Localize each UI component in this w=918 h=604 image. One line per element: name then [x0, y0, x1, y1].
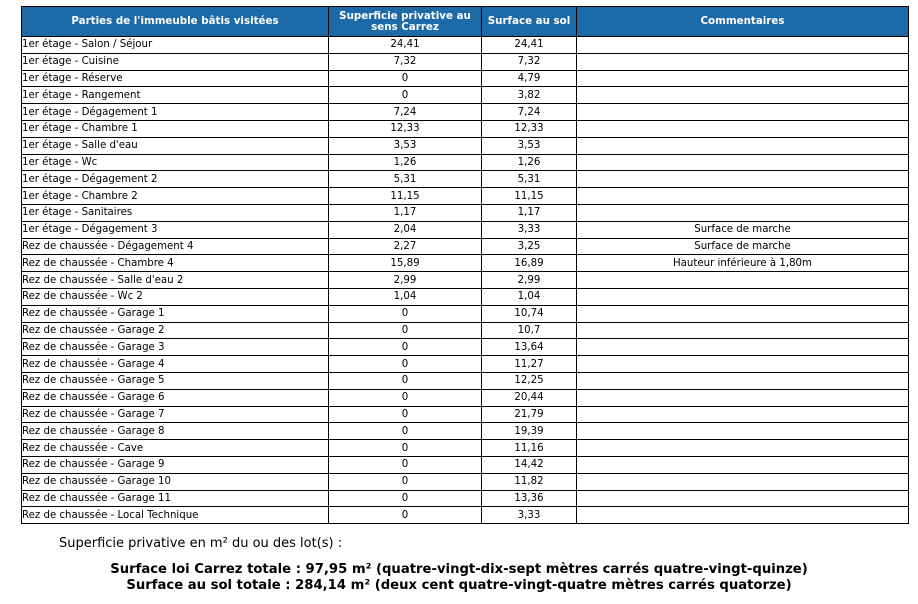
cell-sol: 21,79	[482, 406, 577, 423]
cell-sol: 16,89	[482, 255, 577, 272]
cell-comment	[577, 490, 909, 507]
cell-carrez: 2,27	[329, 238, 482, 255]
cell-carrez: 0	[329, 507, 482, 524]
cell-part: Rez de chaussée - Wc 2	[22, 288, 329, 305]
cell-sol: 3,33	[482, 507, 577, 524]
cell-part: Rez de chaussée - Garage 8	[22, 423, 329, 440]
cell-comment: Hauteur inférieure à 1,80m	[577, 255, 909, 272]
table-row	[22, 87, 909, 104]
cell-part: 1er étage - Chambre 2	[22, 188, 329, 205]
cell-carrez: 5,31	[329, 171, 482, 188]
table-row	[22, 322, 909, 339]
cell-sol: 10,74	[482, 305, 577, 322]
table-row	[22, 356, 909, 373]
cell-comment	[577, 389, 909, 406]
table-row	[22, 171, 909, 188]
table-row	[22, 423, 909, 440]
cell-comment	[577, 288, 909, 305]
cell-carrez: 0	[329, 423, 482, 440]
cell-part: Rez de chaussée - Garage 1	[22, 305, 329, 322]
table-row	[22, 255, 909, 272]
cell-comment: Surface de marche	[577, 221, 909, 238]
table-row	[22, 53, 909, 70]
cell-carrez: 0	[329, 322, 482, 339]
cell-sol: 5,31	[482, 171, 577, 188]
summary-intro: Superficie privative en m² du ou des lot(s) :	[59, 536, 343, 551]
cell-part: Rez de chaussée - Garage 4	[22, 356, 329, 373]
cell-carrez: 1,26	[329, 154, 482, 171]
cell-sol: 1,26	[482, 154, 577, 171]
table-row	[22, 440, 909, 457]
table-row	[22, 288, 909, 305]
table-row	[22, 238, 909, 255]
table-header-row	[22, 7, 909, 37]
table-row	[22, 372, 909, 389]
cell-sol: 12,25	[482, 372, 577, 389]
cell-part: 1er étage - Wc	[22, 154, 329, 171]
cell-comment	[577, 473, 909, 490]
cell-part: Rez de chaussée - Garage 9	[22, 456, 329, 473]
cell-comment	[577, 322, 909, 339]
cell-carrez: 2,04	[329, 221, 482, 238]
table-row	[22, 389, 909, 406]
cell-sol: 10,7	[482, 322, 577, 339]
sol-total: Surface au sol totale : 284,14 m² (deux cent quatre-vingt-quatre mètres carrés quatorze)	[126, 578, 792, 593]
cell-sol: 12,33	[482, 120, 577, 137]
cell-part: 1er étage - Salle d'eau	[22, 137, 329, 154]
table-row	[22, 204, 909, 221]
cell-carrez: 24,41	[329, 37, 482, 54]
table-row	[22, 221, 909, 238]
cell-part: Rez de chaussée - Salle d'eau 2	[22, 272, 329, 289]
cell-comment	[577, 87, 909, 104]
cell-part: 1er étage - Rangement	[22, 87, 329, 104]
cell-part: 1er étage - Salon / Séjour	[22, 37, 329, 54]
cell-comment	[577, 456, 909, 473]
cell-part: 1er étage - Réserve	[22, 70, 329, 87]
cell-part: Rez de chaussée - Cave	[22, 440, 329, 457]
cell-comment	[577, 272, 909, 289]
table-row	[22, 339, 909, 356]
cell-comment	[577, 53, 909, 70]
table-body	[22, 37, 909, 524]
cell-comment	[577, 154, 909, 171]
cell-comment	[577, 356, 909, 373]
cell-carrez: 11,15	[329, 188, 482, 205]
cell-comment	[577, 37, 909, 54]
cell-part: Rez de chaussée - Garage 10	[22, 473, 329, 490]
cell-carrez: 0	[329, 356, 482, 373]
cell-carrez: 3,53	[329, 137, 482, 154]
cell-sol: 3,53	[482, 137, 577, 154]
cell-sol: 13,36	[482, 490, 577, 507]
header-sol: Surface au sol	[482, 7, 577, 37]
cell-comment	[577, 440, 909, 457]
cell-part: 1er étage - Dégagement 3	[22, 221, 329, 238]
cell-carrez: 0	[329, 339, 482, 356]
cell-comment	[577, 372, 909, 389]
cell-carrez: 1,17	[329, 204, 482, 221]
cell-sol: 11,15	[482, 188, 577, 205]
cell-sol: 7,32	[482, 53, 577, 70]
table-row	[22, 37, 909, 54]
cell-carrez: 0	[329, 440, 482, 457]
table-row	[22, 188, 909, 205]
cell-sol: 3,82	[482, 87, 577, 104]
table-row	[22, 137, 909, 154]
cell-part: 1er étage - Dégagement 2	[22, 171, 329, 188]
cell-part: Rez de chaussée - Garage 2	[22, 322, 329, 339]
cell-sol: 2,99	[482, 272, 577, 289]
cell-comment	[577, 423, 909, 440]
cell-sol: 11,27	[482, 356, 577, 373]
cell-comment	[577, 104, 909, 121]
cell-carrez: 0	[329, 406, 482, 423]
table-row	[22, 406, 909, 423]
header-part: Parties de l'immeuble bâtis visitées	[22, 7, 329, 37]
surface-table	[21, 6, 909, 524]
cell-carrez: 7,24	[329, 104, 482, 121]
cell-sol: 11,16	[482, 440, 577, 457]
cell-carrez: 0	[329, 389, 482, 406]
header-comment: Commentaires	[577, 7, 909, 37]
table-row	[22, 456, 909, 473]
cell-sol: 20,44	[482, 389, 577, 406]
cell-carrez: 7,32	[329, 53, 482, 70]
cell-carrez: 0	[329, 87, 482, 104]
table-row	[22, 104, 909, 121]
cell-carrez: 15,89	[329, 255, 482, 272]
header-carrez: Superficie privative au sens Carrez	[329, 7, 482, 37]
cell-sol: 4,79	[482, 70, 577, 87]
cell-comment	[577, 305, 909, 322]
table-row	[22, 120, 909, 137]
cell-carrez: 0	[329, 490, 482, 507]
cell-comment	[577, 70, 909, 87]
cell-sol: 11,82	[482, 473, 577, 490]
cell-carrez: 0	[329, 70, 482, 87]
cell-comment	[577, 339, 909, 356]
cell-sol: 1,17	[482, 204, 577, 221]
cell-part: 1er étage - Cuisine	[22, 53, 329, 70]
table-row	[22, 473, 909, 490]
cell-carrez: 12,33	[329, 120, 482, 137]
cell-carrez: 2,99	[329, 272, 482, 289]
cell-part: 1er étage - Dégagement 1	[22, 104, 329, 121]
cell-comment	[577, 406, 909, 423]
cell-sol: 3,25	[482, 238, 577, 255]
cell-sol: 14,42	[482, 456, 577, 473]
cell-comment	[577, 188, 909, 205]
cell-carrez: 0	[329, 372, 482, 389]
cell-part: 1er étage - Chambre 1	[22, 120, 329, 137]
cell-comment	[577, 171, 909, 188]
carrez-total: Surface loi Carrez totale : 97,95 m² (quatre-vingt-dix-sept mètres carrés quatre-vingt-quinze)	[110, 562, 808, 577]
table-row	[22, 70, 909, 87]
cell-sol: 7,24	[482, 104, 577, 121]
cell-sol: 19,39	[482, 423, 577, 440]
cell-carrez: 1,04	[329, 288, 482, 305]
cell-comment	[577, 507, 909, 524]
cell-comment	[577, 204, 909, 221]
cell-sol: 3,33	[482, 221, 577, 238]
cell-carrez: 0	[329, 305, 482, 322]
cell-part: Rez de chaussée - Dégagement 4	[22, 238, 329, 255]
table-row	[22, 490, 909, 507]
table-row	[22, 507, 909, 524]
table-row	[22, 154, 909, 171]
cell-sol: 13,64	[482, 339, 577, 356]
cell-sol: 1,04	[482, 288, 577, 305]
cell-part: 1er étage - Sanitaires	[22, 204, 329, 221]
cell-comment	[577, 120, 909, 137]
table-row	[22, 305, 909, 322]
cell-carrez: 0	[329, 473, 482, 490]
cell-comment: Surface de marche	[577, 238, 909, 255]
cell-part: Rez de chaussée - Chambre 4	[22, 255, 329, 272]
cell-part: Rez de chaussée - Garage 11	[22, 490, 329, 507]
cell-part: Rez de chaussée - Garage 3	[22, 339, 329, 356]
cell-part: Rez de chaussée - Garage 5	[22, 372, 329, 389]
cell-carrez: 0	[329, 456, 482, 473]
table-row	[22, 272, 909, 289]
cell-sol: 24,41	[482, 37, 577, 54]
cell-part: Rez de chaussée - Local Technique	[22, 507, 329, 524]
cell-part: Rez de chaussée - Garage 7	[22, 406, 329, 423]
cell-comment	[577, 137, 909, 154]
cell-part: Rez de chaussée - Garage 6	[22, 389, 329, 406]
